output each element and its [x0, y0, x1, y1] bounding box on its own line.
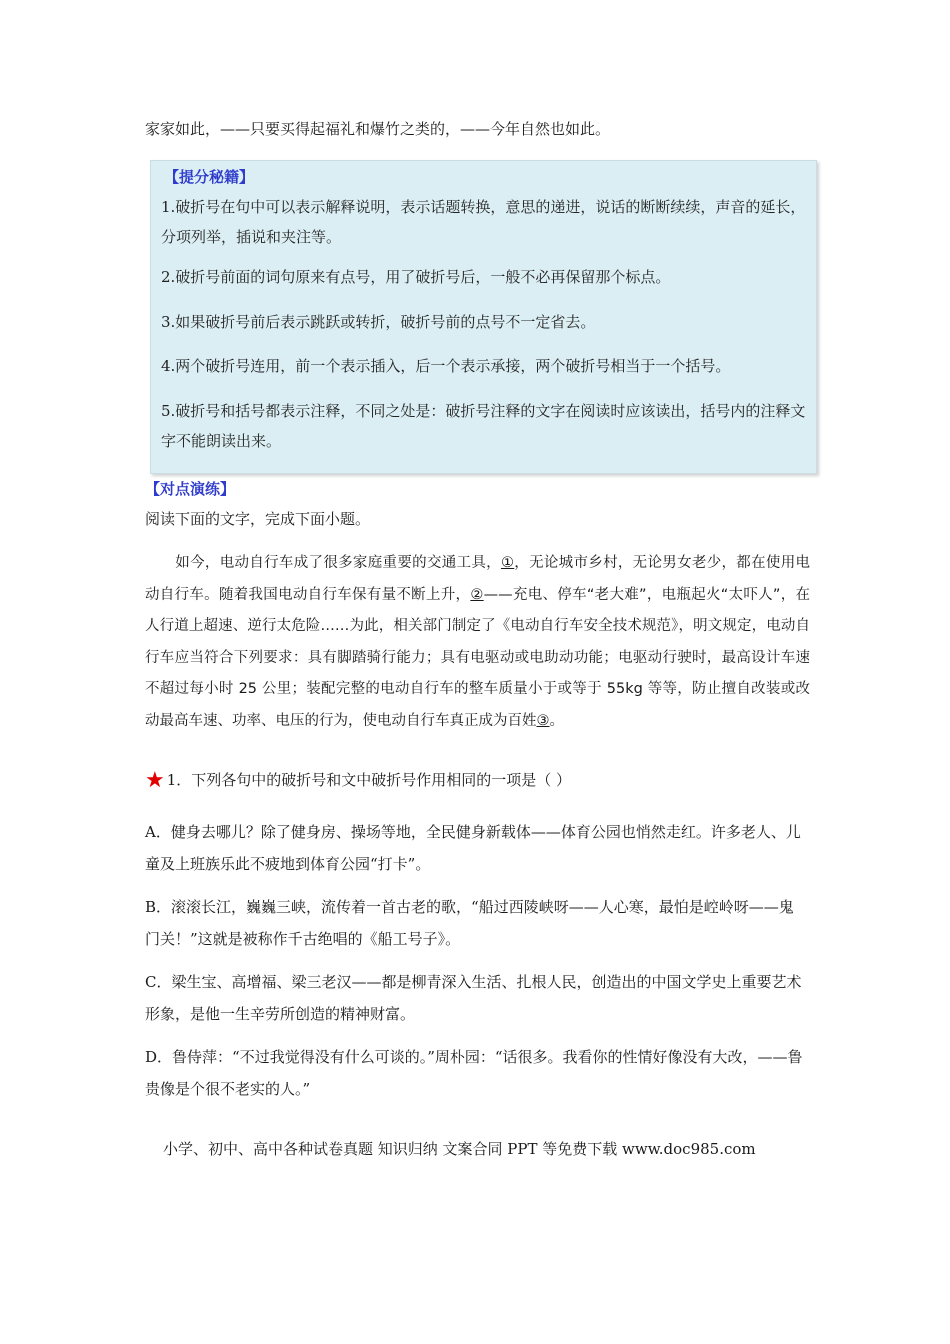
footer-text: 小学、初中、高中各种试卷真题 知识归纳 文案合同 PPT 等免费下载 www.doc985.com: [163, 1140, 756, 1158]
practice-title: 【对点演练】: [145, 480, 236, 498]
reading-passage: [145, 548, 810, 737]
passage-part-2: ，无论城市乡村，无论男女老少，都在使用电动自行车。随着我国电动自行车保有量不断上升，: [145, 555, 811, 603]
question-1: [145, 768, 571, 793]
option-d: D．鲁侍萍：“不过我觉得没有什么可谈的。”周朴园：“话很多。我看你的性情好像没有大改，——鲁贵像是个很不老实的人。”: [145, 1048, 803, 1098]
blank-marker-3: ③: [536, 712, 550, 729]
blank-marker-2: ②: [470, 586, 484, 603]
passage-part-4: 。: [549, 712, 564, 729]
star-icon: ★: [145, 768, 165, 793]
tip-item-2: 2.破折号前面的词句原来有点号，用了破折号后，一般不必再保留那个标点。: [161, 268, 671, 286]
option-a: A．健身去哪儿？除了健身房、操场等地，全民健身新载体——体育公园也悄然走红。许多老人、儿童及上班族乐此不疲地到体育公园“打卡”。: [145, 823, 801, 873]
option-b: B．滚滚长江，巍巍三峡，流传着一首古老的歌，“船过西陵峡呀——人心寒，最怕是崆岭呀——鬼门关！”这就是被称作千古绝唱的《船工号子》。: [145, 898, 794, 948]
tip-item-3: 3.如果破折号前后表示跳跃或转折，破折号前的点号不一定省去。: [161, 313, 596, 331]
tips-title: 【提分秘籍】: [164, 168, 255, 186]
passage-part-3: ——充电、停车“老大难”，电瓶起火“太吓人”，在人行道上超速、逆行太危险……为此，相关部门制定了《电动自行车安全技术规范》，明文规定，电动自行车应当符合下列要求：具有脚踏骑行能力；具有电驱动或电助动功能；电驱动行驶时，最高设计车速不超过每小时 25 公里；装配完整的电动自行车的整车质量小于或等于 55kg 等等，防止擅自改装或改动最高车速、功率、电压的行为，使电动自行车真正成为百姓: [145, 586, 811, 729]
option-c: C．梁生宝、高增福、梁三老汉——都是柳青深入生活、扎根人民，创造出的中国文学史上重要艺术形象，是他一生辛劳所创造的精神财富。: [145, 973, 802, 1023]
practice-instruction: 阅读下面的文字，完成下面小题。: [145, 510, 371, 528]
top-line: 家家如此，——只要买得起福礼和爆竹之类的，——今年自然也如此。: [145, 120, 611, 138]
tips-box: [150, 160, 817, 474]
question-text: 1．下列各句中的破折号和文中破折号作用相同的一项是（ ）: [166, 771, 572, 789]
blank-marker-1: ①: [500, 555, 515, 571]
passage-part-1: 如今，电动自行车成了很多家庭重要的交通工具，: [175, 555, 501, 571]
tip-item-5: 5.破折号和括号都表示注释，不同之处是：破折号注释的文字在阅读时应该读出，括号内的注释文字不能朗读出来。: [161, 402, 806, 450]
tip-item-1: 1.破折号在句中可以表示解释说明，表示话题转换，意思的递进，说话的断断续续，声音的延长，分项列举，插说和夹注等。: [161, 198, 806, 246]
tip-item-4: 4.两个破折号连用，前一个表示插入，后一个表示承接，两个破折号相当于一个括号。: [161, 357, 731, 375]
